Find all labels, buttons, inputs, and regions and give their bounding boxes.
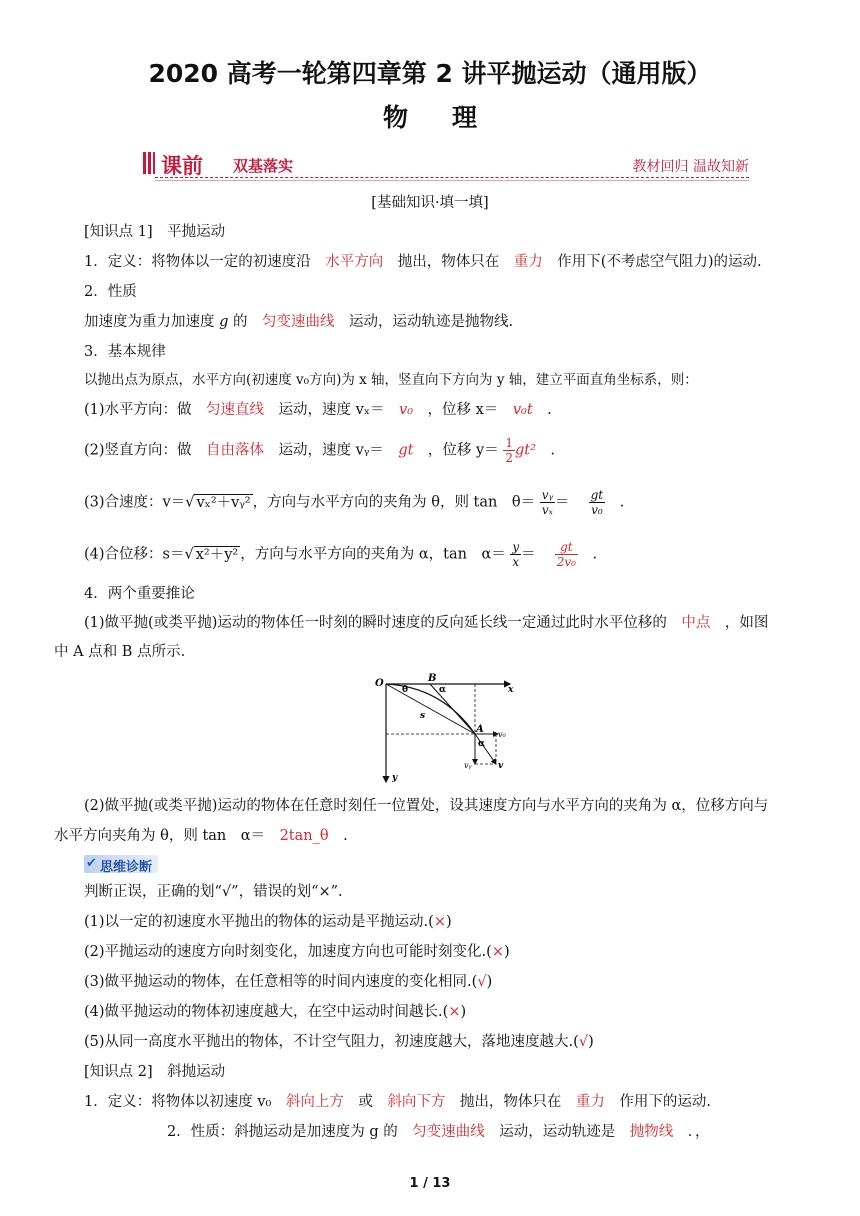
judge-item: (2)平抛运动的速度方向时刻变化，加速度方向也可能时刻变化.(×) [84,944,510,960]
judge-item: (4)做平抛运动的物体初速度越大，在空中运动时间越长.(×) [84,1004,467,1020]
law-horizontal: (1)水平方向：做 匀速直线 运动，速度 vₓ＝ v₀ ，位移 x＝ v₀t . [84,402,552,418]
judge-item: (3)做平抛运动的物体，在任意相等的时间内速度的变化相同.(√) [84,974,493,990]
property-title: 2．性质 [84,284,137,300]
fig-label-s: s [420,711,426,721]
banner-bars-icon [143,152,155,174]
fig-label-v0: v₀ [498,730,506,739]
fig-label-theta: θ [402,685,409,695]
judge-item: (1)以一定的初速度水平抛出的物体的运动是平抛运动.(×) [84,914,452,930]
trajectory-figure [372,672,522,787]
law-intro: 以抛出点为原点，水平方向(初速度 v₀方向)为 x 轴，竖直向下方向为 y 轴，建立平面直角坐标系，则： [84,372,698,388]
banner-main: 课前 [161,154,203,178]
judge-item: (5)从同一高度水平抛出的物体，不计空气阻力，初速度越大，落地速度越大.(√) [84,1034,594,1050]
judge-intro: 判断正误，正确的划“√”，错误的划“×”. [84,884,343,900]
definition-2: 1．定义：将物体以初速度 v₀ 斜向上方 或 斜向下方 抛出，物体只在 重力 作用下的运动. [84,1094,711,1110]
fig-label-alpha-A: α [478,739,485,749]
section-banner [143,150,749,178]
fig-label-vy: vᵧ [464,761,472,770]
diagnosis-tag: ✔ 思维诊断 [84,855,158,873]
check-icon: ✔ [86,856,97,871]
subject-heading: 物理 [382,103,521,132]
banner-sub: 双基落实 [233,157,294,175]
knowledge-point-1: [知识点 1] 平抛运动 [84,224,226,240]
property-line: 加速度为重力加速度 g 的 匀变速曲线 运动，运动轨迹是抛物线. [84,314,514,330]
page-number: 1 / 13 [409,1176,451,1191]
property-2: 2．性质：斜抛运动是加速度为 g 的 匀变速曲线 运动，运动轨迹是 抛物线 ．， [167,1124,710,1140]
law-displacement: (4)合位移：s＝√ x²＋y² ，方向与水平方向的夹角为 α，tan α＝ $\frac{y}{x}$ ＝ $\frac{gt}{\text{2v₀}}$ . [84,540,598,569]
definition-1: 1．定义：将物体以一定的初速度沿 水平方向 抛出，物体只在 重力 作用下(不考虑空气阻力)的运动. [84,254,762,270]
law-title: 3．基本规律 [84,344,166,360]
fig-label-O: O [375,678,384,689]
inference-1: (1)做平抛(或类平抛)运动的物体任一时刻的瞬时速度的反向延长线一定通过此时水平位移的 中点 ，如图 [84,615,769,631]
section-header: [基础知识·填一填] [371,195,489,211]
inference-1-cont: 中 A 点和 B 点所示. [54,644,186,660]
banner-right: 教材回归 温故知新 [632,159,749,175]
document-title: 2020 高考一轮第四章第 2 讲平抛运动（通用版） [148,59,712,88]
fig-label-v: v [498,761,504,771]
inference-title: 4．两个重要推论 [84,586,195,602]
law-vertical: (2)竖直方向：做 自由落体 运动，速度 vᵧ＝ gt ，位移 y＝ $\frac{1}{2}$ gt² . [84,436,556,465]
fig-label-B: B [428,673,437,684]
fig-label-A: A [476,724,484,735]
knowledge-point-2: [知识点 2] 斜抛运动 [84,1064,226,1080]
inference-2-cont: 水平方向夹角为 θ，则 tan α＝ 2tan_θ . [54,828,348,844]
law-velocity: (3)合速度：v＝√ vₓ²＋vᵧ² ，方向与水平方向的夹角为 θ，则 tan θ＝ $\frac{\text{vᵧ}}{\text{vₓ}}$ ＝ $\frac{gt}{\text{v₀}}$ . [84,488,625,517]
fig-label-x: x [508,685,514,695]
fig-label-alpha-top: α [439,685,446,695]
inference-2: (2)做平抛(或类平抛)运动的物体在任意时刻任一位置处，设其速度方向与水平方向的夹角为 α，位移方向与 [84,798,769,814]
fig-label-y: y [392,773,398,783]
